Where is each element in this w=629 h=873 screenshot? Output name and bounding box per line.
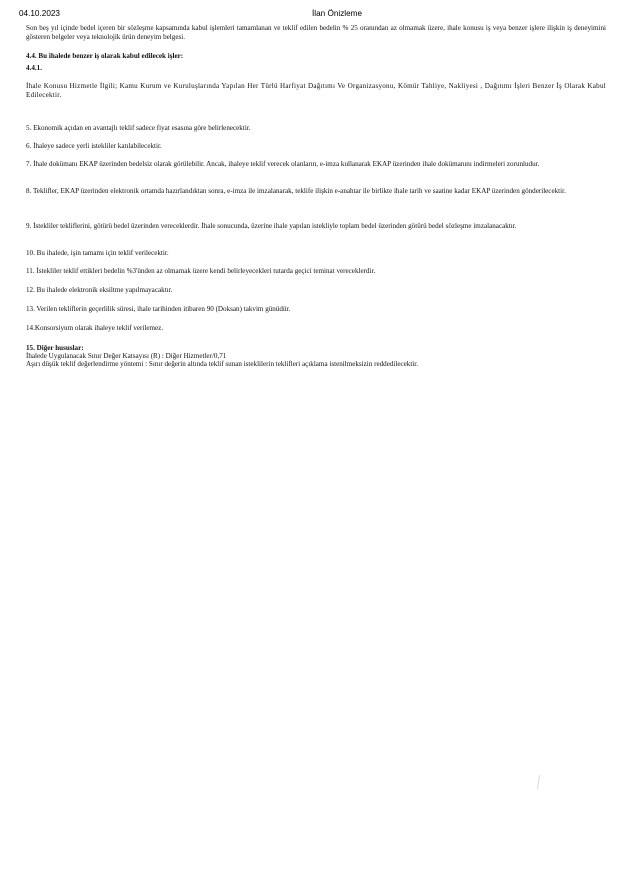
item-10: 10. Bu ihalede, işin tamamı için teklif verilecektir. [26,249,169,257]
section-4-4-heading: 4.4. Bu ihalede benzer iş olarak kabul edilecek işler: [26,52,184,60]
item-8: 8. Teklifler, EKAP üzerinden elektronik ortamda hazırlandıktan sonra, e-imza ile imzalanarak, teklife ilişkin e-anahtar ile birlikte ihale tarih ve saatine kadar EKAP üzerinden gönderilecektir. [26,187,566,195]
section-4-4-1-heading: 4.4.1. [26,64,42,72]
item-7: 7. İhale dokümanı EKAP üzerinden bedelsiz olarak görülebilir. Ancak, ihaleye teklif verecek olanların, e-imza kullanarak EKAP üzerinden ihale dokümanını indirmeleri zorunludur. [26,160,540,168]
item-13: 13. Verilen tekliflerin geçerlilik süresi, ihale tarihinden itibaren 90 (Doksan) takvim günüdür. [26,305,291,313]
scan-mark [537,775,540,789]
item-5: 5. Ekonomik açıdan en avantajlı teklif sadece fiyat esasına göre belirlenecektir. [26,124,251,132]
item-15-heading: 15. Diğer hususlar: [26,344,84,352]
item-11: 11. İstekliler teklif ettikleri bedelin %3'ünden az olmamak üzere kendi belirleyecekleri tutarda geçici teminat vereceklerdir. [26,267,376,275]
item-9: 9. İstekliler tekliflerini, götürü bedel üzerinden vereceklerdir. İhale sonucunda, üzerine ihale yapılan istekliyle toplam bedel üzerinden götürü bedel sözleşme imzalanacaktır. [26,222,517,230]
section-4-4-1-text: İhale Konusu Hizmetle İlgili; Kamu Kurum ve Kuruluşlarında Yapılan Her Türlü Harfiyat Dağıtımı Ve Organizasyonu, Kömür Tahliye, Nakliyesi , Dağıtımı İşleri Benzer İş Olarak Kabul Edilecektir. [26,82,606,99]
print-date: 04.10.2023 [19,9,60,18]
page-title: İlan Önizleme [312,9,363,18]
item-12: 12. Bu ihalede elektronik eksiltme yapılmayacaktır. [26,286,173,294]
page-header [0,9,629,21]
item-14: 14.Konsorsiyum olarak ihaleye teklif verilemez. [26,324,164,332]
intro-paragraph: Son beş yıl içinde bedel içeren bir sözleşme kapsamında kabul işlemleri tamamlanan ve teklif edilen bedelin % 25 oranından az olmamak üzere, ihale konusu iş veya benzer işlere ilişkin iş deneyimini gösteren belgeler veya teknolojik ürün deneyim belgesi. [26,24,606,41]
item-6: 6. İhaleye sadece yerli istekliler katılabilecektir. [26,142,162,150]
item-15-coefficient: İhalede Uygulanacak Sınır Değer Katsayısı (R) : Diğer Hizmetler/0,71 [26,352,227,360]
item-15-method: Aşırı düşük teklif değerlendirme yöntemi : Sınır değerin altında teklif sunan isteklilerin teklifleri açıklama istenilmeksizin reddedilecektir. [26,360,419,368]
